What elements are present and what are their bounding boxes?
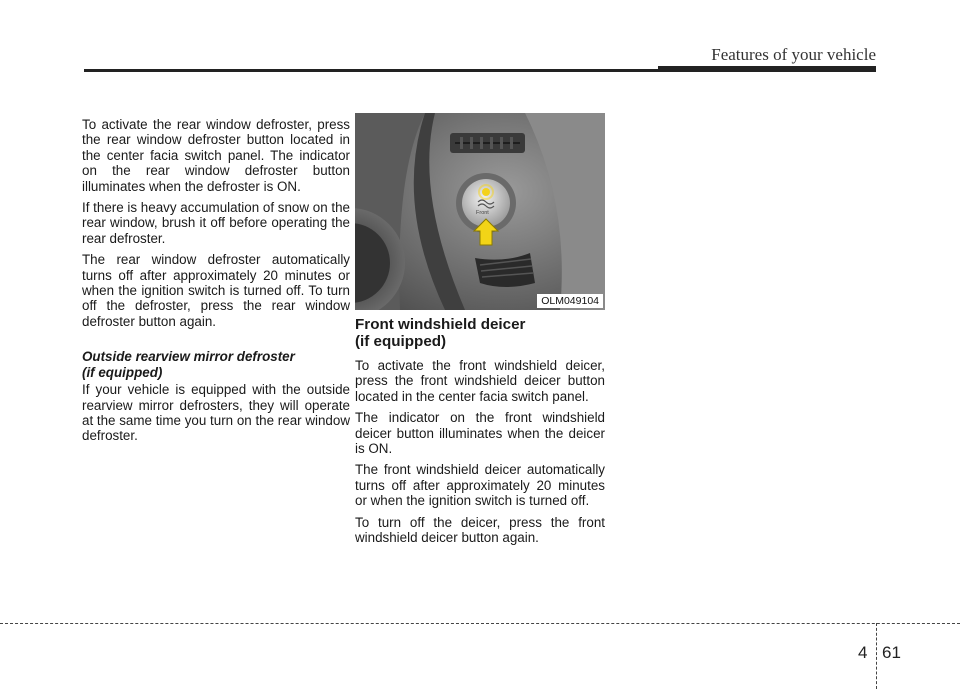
paragraph: If your vehicle is equipped with the outside rearview mirror defrosters, they will operate at the same time you turn on the rear window defroster. <box>82 382 350 444</box>
section-heading-front-deicer <box>355 316 605 350</box>
page-number: 61 <box>882 643 901 662</box>
header-title: Features of your vehicle <box>711 45 876 64</box>
paragraph: The indicator on the front windshield deicer button illuminates when the deicer is ON. <box>355 410 605 457</box>
chapter-number: 4 <box>858 643 868 662</box>
figure-label: OLM049104 <box>537 294 603 308</box>
header-rule-accent <box>658 66 876 72</box>
mid-column <box>355 316 605 551</box>
footer-separator <box>876 623 877 689</box>
paragraph: If there is heavy accumulation of snow on the rear window, brush it off before operating the rear defroster. <box>82 200 350 246</box>
footer-rule <box>0 623 960 624</box>
paragraph: The rear window defroster automatically turns off after approximately 20 minutes or when the ignition switch is turned off. To turn off the defroster, press the rear window defroster button again. <box>82 252 350 329</box>
paragraph: To turn off the deicer, press the front windshield deicer button again. <box>355 514 605 546</box>
subheading-line: Outside rearview mirror defroster <box>82 349 295 365</box>
left-column <box>82 117 350 450</box>
deicer-button-text: Front <box>476 210 489 216</box>
subheading-mirror-defroster <box>82 349 350 380</box>
deicer-button-figure <box>355 113 605 310</box>
paragraph: To activate the rear window defroster, press the rear window defroster button located in the center facia switch panel. The indicator on the rear window defroster button illuminates when the defroster is ON. <box>82 117 350 194</box>
heading-line: (if equipped) <box>355 333 447 350</box>
paragraph: To activate the front windshield deicer, press the front windshield deicer button located in the center facia switch panel. <box>355 358 605 404</box>
subheading-line: (if equipped) <box>82 364 163 380</box>
heading-line: Front windshield deicer <box>355 316 526 333</box>
paragraph: The front windshield deicer automatically turns off after approximately 20 minutes or when the ignition switch is turned off. <box>355 462 605 509</box>
